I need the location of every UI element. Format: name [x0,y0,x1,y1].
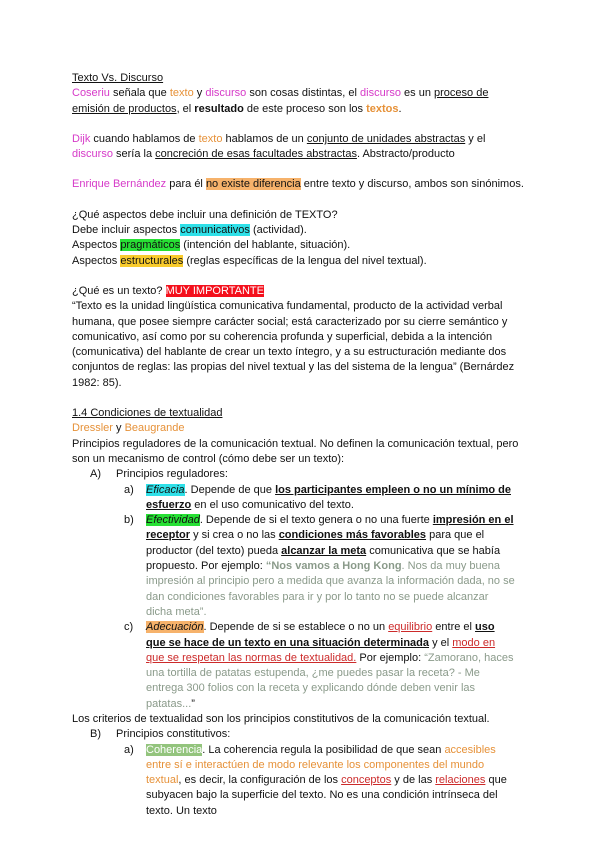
list-label: Principios constitutivos: [116,728,231,741]
highlight-yellow: estructurales [120,254,184,267]
orange-phrase: accesibles entre sí e interactúen de modo relevante los componentes del mundo textual [146,743,496,787]
coseriu-paragraph: Coseriu señala que texto y discurso son cosas distintas, el discurso es un proceso de emisión de productos, el resultado de este proceso son los textos. [72,87,489,115]
aspect-communicative: Debe incluir aspectos comunicativos (actividad). [72,224,307,237]
underlined-phrase: conjunto de unidades abstractas [306,132,466,145]
list-marker: c) [124,621,134,634]
term-discurso: discurso [72,148,113,161]
highlighted-phrase: no existe diferencia [205,178,301,191]
list-marker: B) [90,728,101,741]
example-text: “Zamorano, haces una tortilla de patatas estupenda, ¿me puedes pasar la receta? - Me entrega 300 folios con la receta y explicando dónde deben venir las patatas... [146,651,514,710]
highlight-green: pragmáticos [120,239,181,252]
term-adecuacion: Adecuación [146,621,204,634]
bold-underlined-phrase: impresión en el receptor [146,514,514,542]
bernandez-paragraph: Enrique Bernández para él no existe diferencia entre texto y discurso, ambos son sinónimos. [72,178,524,191]
aspects-question: ¿Qué aspectos debe incluir una definición de TEXTO? [72,208,338,221]
aspect-structural: Aspectos estructurales (reglas específicas de la lengua del nivel textual). [72,254,427,267]
example-bold: “Nos vamos a Hong Kong [265,560,402,573]
definition-quote: “Texto es la unidad lingüística comunicativa fundamental, producto de la actividad verbal humana, que posee siempre carácter social; está caracterizado por su cierre semántico y comunicativo, así como por su coherencia profunda y superficial, debida a la intención (comunicativa) del hablante de crear un texto íntegro, y a su estructuración mediante dos conjuntos de reglas: las propias del nivel textual y las del sistema de la lengua” (Bernárdez 1982: 85). [72,300,515,389]
term-coherencia: Coherencia [146,743,203,756]
author-dijk: Dijk [72,132,91,145]
author-dressler: Dressler [72,422,113,435]
underlined-phrase: concreción de esas facultades abstractas [155,148,357,161]
list-item-eficacia: a) Eficacia. Depende de que los participantes empleen o no un mínimo de esfuerzo en el uso comunicativo del texto. [72,483,524,514]
term-texto: texto [198,132,223,145]
author-coseriu: Coseriu [72,87,110,100]
term-discurso: discurso [205,87,247,100]
bold-underlined-phrase: condiciones más favorables [278,529,427,542]
highlight-cyan: comunicativos [180,224,250,237]
document-body [72,71,524,819]
bold-underlined-phrase: alcanzar la meta [281,544,367,557]
list-marker: a) [124,483,134,496]
list-marker: a) [124,743,134,756]
term-efectividad: Efectividad [146,514,200,527]
authors-line: Dressler y Beaugrande [72,422,185,435]
author-beaugrande: Beaugrande [124,422,185,435]
section-title: Texto Vs. Discurso [72,72,164,84]
red-underlined-term: conceptos [341,774,392,787]
red-underlined-phrase: modo en que se respetan las normas de textualidad. [146,636,496,664]
red-underlined-term: equilibrio [388,621,433,634]
list-item-coherencia: a) Coherencia. La coherencia regula la posibilidad de que sean accesibles entre sí e interactúen de modo relevante los componentes del mundo textual, es decir, la configuración de los conceptos y de las relaciones que subyacen bajo la superficie del texto. No es una condición intrínseca del texto. Un texto [72,743,524,819]
term-eficacia: Eficacia [146,483,185,496]
term-discurso: discurso [360,87,401,100]
author-bernandez: Enrique Bernández [72,178,167,191]
bold-underlined-phrase: uso que se hace de un texto en una situación determinada [146,621,495,649]
principles-intro: Principios reguladores de la comunicación textual. No definen la comunicación textual, pero son un mecanismo de control (cómo debe ser un texto): [72,437,519,465]
aspect-pragmatic: Aspectos pragmáticos (intención del hablante, situación). [72,239,351,252]
bold-term: resultado [194,102,244,115]
list-item [72,727,524,742]
criteria-sentence: Los criterios de textualidad son los principios constitutivos de la comunicación textual. [72,712,490,725]
list-item [72,467,524,482]
list-marker: A) [90,468,101,481]
dijk-paragraph: Dijk cuando hablamos de texto hablamos de un conjunto de unidades abstractas y el discurso sería la concreción de esas facultades abstractas. Abstracto/producto [72,132,486,161]
list-item-adecuacion: c) Adecuación. Depende de si se establece o no un equilibrio entre el uso que se hace de un texto en una situación determinada y el modo en que se respetan las normas de textualidad. Por ejemplo: “Zamorano, haces una tortilla de patatas estupenda, ¿me puedes pasar la receta? - Me entrega 300 folios con la receta y explicando dónde deben venir las patatas...” [72,620,524,712]
red-underlined-term: relaciones [435,774,486,787]
list-marker: b) [124,514,134,527]
bold-underlined-phrase: los participantes empleen o no un mínimo de esfuerzo [146,483,511,511]
definition-question: ¿Qué es un texto? MUY IMPORTANTE [72,284,264,297]
term-textos: textos [366,102,399,115]
subsection-heading: 1.4 Condiciones de textualidad [72,407,223,420]
important-badge: MUY IMPORTANTE [165,284,264,297]
underlined-phrase: proceso de emisión de productos [72,87,489,115]
list-label: Principios reguladores: [116,468,228,481]
term-texto: texto [169,87,194,100]
list-item-efectividad: b) Efectividad. Depende de si el texto genera o no una fuerte impresión en el receptor y si crea o no las condiciones más favorables para que el productor (del texto) pueda alcanzar la meta comunicativa que se había propuesto. Por ejemplo: “Nos vamos a Hong Kong. Nos da muy buena impresión al principio pero a medida que avanza la información dada, no se dan condiciones favorables para ir y por lo tanto no se puede alcanzar dicha meta”. [72,513,524,620]
example-text: . Nos da muy buena impresión al principio pero a medida que avanza la información dada, no se dan condiciones favorables para ir y por lo tanto no se puede alcanzar dicha meta”. [146,560,515,618]
